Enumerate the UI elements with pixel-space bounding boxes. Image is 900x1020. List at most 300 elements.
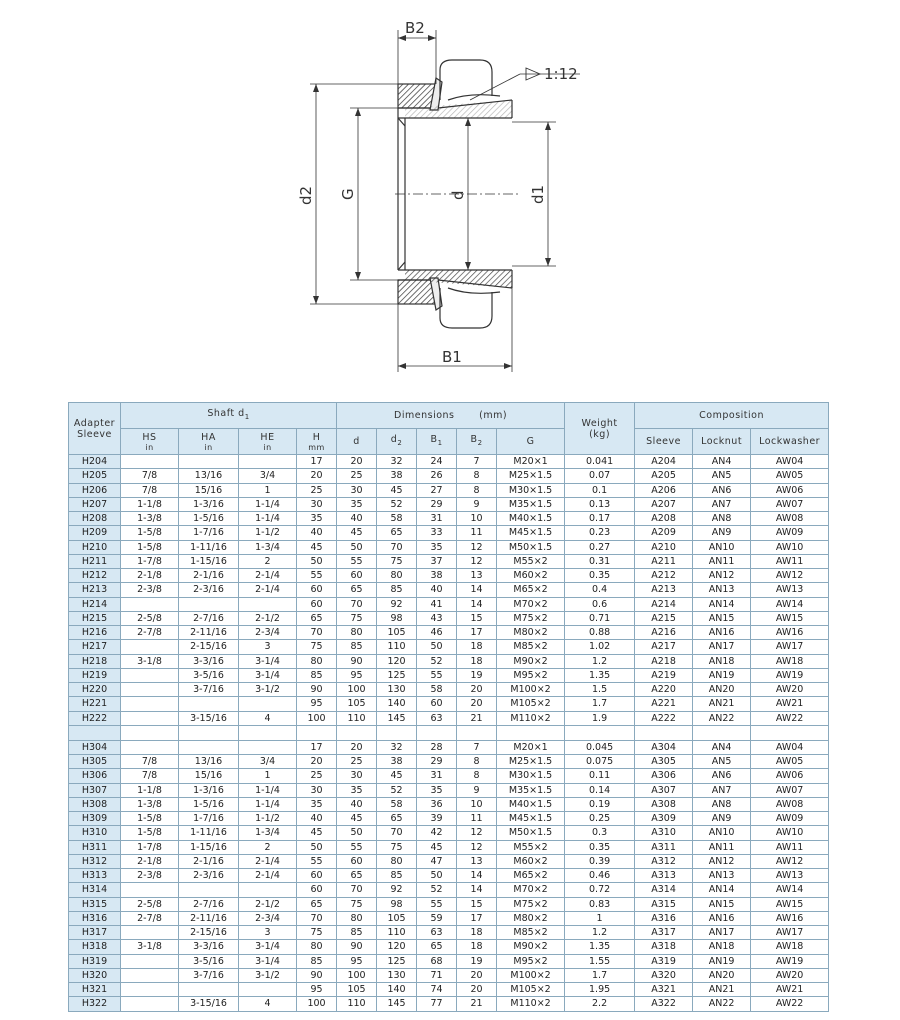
cell-h: 55 <box>297 569 337 583</box>
table-row <box>69 769 829 783</box>
table-row <box>69 911 829 925</box>
cell-sleeve: A315 <box>635 897 693 911</box>
header-locknut: Locknut <box>693 429 751 455</box>
cell-adapter: H205 <box>69 469 121 483</box>
cell-locknut: AN17 <box>693 640 751 654</box>
cell-b2: 21 <box>457 711 497 725</box>
cell-adapter: H204 <box>69 455 121 469</box>
cell-adapter: H218 <box>69 654 121 668</box>
cell-lockwasher: AW17 <box>751 640 829 654</box>
cell-g: M25×1.5 <box>497 755 565 769</box>
cell-g: M60×2 <box>497 854 565 868</box>
cell-h: 50 <box>297 554 337 568</box>
cell-h: 50 <box>297 840 337 854</box>
cell-d: 35 <box>337 783 377 797</box>
cell-he: 1-3/4 <box>239 540 297 554</box>
cell-weight: 0.72 <box>565 883 635 897</box>
cell-b2: 13 <box>457 569 497 583</box>
cell-ha <box>179 697 239 711</box>
cell-lockwasher: AW06 <box>751 483 829 497</box>
cell-b2: 12 <box>457 540 497 554</box>
cell-d2: 125 <box>377 954 417 968</box>
cell-hs: 1-5/8 <box>121 812 179 826</box>
cell-d2: 80 <box>377 854 417 868</box>
cell-b1: 52 <box>417 883 457 897</box>
cell-adapter: H211 <box>69 554 121 568</box>
cell-g: M100×2 <box>497 683 565 697</box>
cell-locknut: AN19 <box>693 668 751 682</box>
cell-hs: 1-1/8 <box>121 497 179 511</box>
cell-lockwasher: AW22 <box>751 711 829 725</box>
cell-h: 30 <box>297 783 337 797</box>
cell-he: 1-3/4 <box>239 826 297 840</box>
cell-ha: 13/16 <box>179 755 239 769</box>
cell-d: 20 <box>337 455 377 469</box>
cell-hs <box>121 740 179 754</box>
cell-weight: 0.075 <box>565 755 635 769</box>
cell-lockwasher: AW04 <box>751 455 829 469</box>
cell-sleeve: A306 <box>635 769 693 783</box>
cell-ha: 15/16 <box>179 483 239 497</box>
cell-g: M40×1.5 <box>497 512 565 526</box>
cell-sleeve: A211 <box>635 554 693 568</box>
cell-weight: 0.14 <box>565 783 635 797</box>
cell-b1: 60 <box>417 697 457 711</box>
cell-lockwasher: AW05 <box>751 755 829 769</box>
cell-d2: 45 <box>377 769 417 783</box>
cell-h: 60 <box>297 883 337 897</box>
cell-sleeve: A216 <box>635 626 693 640</box>
cell-d2: 120 <box>377 654 417 668</box>
cell-b1: 42 <box>417 826 457 840</box>
cell-adapter <box>69 725 121 740</box>
cell-d: 80 <box>337 626 377 640</box>
cell-b2: 17 <box>457 626 497 640</box>
table-row <box>69 783 829 797</box>
cell-b2: 15 <box>457 897 497 911</box>
table-row <box>69 497 829 511</box>
cell-locknut: AN20 <box>693 968 751 982</box>
cell-g: M95×2 <box>497 954 565 968</box>
cell-b1: 55 <box>417 897 457 911</box>
cell-he: 1 <box>239 483 297 497</box>
cell-weight: 1.95 <box>565 983 635 997</box>
cell-lockwasher: AW12 <box>751 569 829 583</box>
cell-d: 20 <box>337 740 377 754</box>
cell-sleeve: A208 <box>635 512 693 526</box>
cell-he <box>239 455 297 469</box>
header-ha: HA in <box>179 429 239 455</box>
cell-weight: 1.35 <box>565 668 635 682</box>
cell-ha <box>179 725 239 740</box>
cell-locknut: AN19 <box>693 954 751 968</box>
cell-adapter: H222 <box>69 711 121 725</box>
cell-weight: 1 <box>565 911 635 925</box>
cell-hs: 2-7/8 <box>121 626 179 640</box>
cell-he: 3-1/4 <box>239 668 297 682</box>
cell-h: 80 <box>297 940 337 954</box>
cell-h: 60 <box>297 869 337 883</box>
cell-b1: 50 <box>417 640 457 654</box>
label-b2: B2 <box>405 19 425 37</box>
cell-b1: 65 <box>417 940 457 954</box>
cell-g: M100×2 <box>497 968 565 982</box>
cell-ha: 1-7/16 <box>179 526 239 540</box>
cell-b1: 28 <box>417 740 457 754</box>
cell-b2: 21 <box>457 997 497 1011</box>
cell-d2: 58 <box>377 797 417 811</box>
cell-he: 2-1/4 <box>239 583 297 597</box>
cell-g: M20×1 <box>497 455 565 469</box>
cell-sleeve: A217 <box>635 640 693 654</box>
table-row <box>69 797 829 811</box>
cell-adapter: H214 <box>69 597 121 611</box>
cell-b1: 31 <box>417 769 457 783</box>
cell-locknut: AN11 <box>693 840 751 854</box>
cell-b2: 10 <box>457 512 497 526</box>
cell-d: 65 <box>337 869 377 883</box>
header-dimensions: Dimensions (mm) <box>337 403 565 429</box>
cell-b1: 63 <box>417 711 457 725</box>
cell-d2: 65 <box>377 812 417 826</box>
cell-sleeve: A312 <box>635 854 693 868</box>
cell-adapter: H310 <box>69 826 121 840</box>
cell-adapter: H208 <box>69 512 121 526</box>
cell-h: 100 <box>297 711 337 725</box>
cell-hs <box>121 640 179 654</box>
cell-lockwasher: AW09 <box>751 812 829 826</box>
cell-d2: 130 <box>377 683 417 697</box>
cell-locknut: AN12 <box>693 569 751 583</box>
cell-he: 2-1/4 <box>239 869 297 883</box>
cell-ha: 1-5/16 <box>179 797 239 811</box>
cell-h: 25 <box>297 769 337 783</box>
cell-h: 55 <box>297 854 337 868</box>
cell-he: 1 <box>239 769 297 783</box>
cell-he <box>239 597 297 611</box>
cell-he: 2-3/4 <box>239 626 297 640</box>
cell-lockwasher: AW12 <box>751 854 829 868</box>
cell-b1: 68 <box>417 954 457 968</box>
cell-adapter: H215 <box>69 611 121 625</box>
cell-d2: 110 <box>377 926 417 940</box>
cell-lockwasher: AW07 <box>751 497 829 511</box>
cell-locknut <box>693 725 751 740</box>
cell-g: M30×1.5 <box>497 483 565 497</box>
cell-b2: 12 <box>457 840 497 854</box>
cell-g: M90×2 <box>497 654 565 668</box>
cell-g: M85×2 <box>497 926 565 940</box>
table-row <box>69 897 829 911</box>
cell-b2: 12 <box>457 826 497 840</box>
cell-hs: 3-1/8 <box>121 940 179 954</box>
cell-locknut: AN13 <box>693 583 751 597</box>
cell-b2: 18 <box>457 926 497 940</box>
cell-he: 4 <box>239 711 297 725</box>
cell-b2: 19 <box>457 668 497 682</box>
cell-hs <box>121 668 179 682</box>
cell-ha: 2-15/16 <box>179 926 239 940</box>
cell-he: 1-1/4 <box>239 797 297 811</box>
cell-h: 30 <box>297 497 337 511</box>
cell-hs: 2-5/8 <box>121 611 179 625</box>
cell-adapter: H220 <box>69 683 121 697</box>
cell-sleeve: A311 <box>635 840 693 854</box>
cell-he: 3/4 <box>239 755 297 769</box>
cell-he: 3-1/4 <box>239 940 297 954</box>
cell-adapter: H213 <box>69 583 121 597</box>
cell-lockwasher: AW10 <box>751 540 829 554</box>
cell-sleeve: A210 <box>635 540 693 554</box>
header-lockwasher: Lockwasher <box>751 429 829 455</box>
cell-ha: 3-7/16 <box>179 968 239 982</box>
table-row <box>69 540 829 554</box>
cell-b1: 39 <box>417 812 457 826</box>
cell-d: 80 <box>337 911 377 925</box>
cell-b1 <box>417 725 457 740</box>
cell-weight: 0.39 <box>565 854 635 868</box>
cell-h: 85 <box>297 954 337 968</box>
cell-he: 1-1/2 <box>239 812 297 826</box>
cell-lockwasher: AW18 <box>751 654 829 668</box>
cell-b1: 52 <box>417 654 457 668</box>
cell-locknut: AN4 <box>693 740 751 754</box>
cell-d2: 110 <box>377 640 417 654</box>
cell-b2: 8 <box>457 755 497 769</box>
cell-ha: 2-3/16 <box>179 869 239 883</box>
cell-b1: 55 <box>417 668 457 682</box>
cell-d: 90 <box>337 654 377 668</box>
cell-lockwasher: AW10 <box>751 826 829 840</box>
cell-adapter: H305 <box>69 755 121 769</box>
cell-weight: 0.13 <box>565 497 635 511</box>
cell-lockwasher: AW07 <box>751 783 829 797</box>
cell-hs: 1-3/8 <box>121 797 179 811</box>
cell-weight: 0.71 <box>565 611 635 625</box>
cell-hs <box>121 697 179 711</box>
cell-ha: 3-15/16 <box>179 997 239 1011</box>
cell-g: M95×2 <box>497 668 565 682</box>
cell-h: 40 <box>297 526 337 540</box>
cell-locknut: AN6 <box>693 769 751 783</box>
cell-locknut: AN11 <box>693 554 751 568</box>
cell-b2: 13 <box>457 854 497 868</box>
cell-b1: 29 <box>417 755 457 769</box>
cell-d2: 32 <box>377 455 417 469</box>
cell-g: M50×1.5 <box>497 540 565 554</box>
table-row <box>69 711 829 725</box>
cell-locknut: AN13 <box>693 869 751 883</box>
cell-he <box>239 740 297 754</box>
cell-lockwasher: AW14 <box>751 597 829 611</box>
cell-h: 20 <box>297 469 337 483</box>
cell-b1: 46 <box>417 626 457 640</box>
cell-d: 75 <box>337 897 377 911</box>
cell-g: M45×1.5 <box>497 526 565 540</box>
cell-b1: 71 <box>417 968 457 982</box>
cell-adapter: H209 <box>69 526 121 540</box>
cell-adapter: H311 <box>69 840 121 854</box>
cell-b1: 63 <box>417 926 457 940</box>
cell-b2: 20 <box>457 683 497 697</box>
table-row <box>69 654 829 668</box>
cell-ha: 1-15/16 <box>179 840 239 854</box>
cell-g: M110×2 <box>497 997 565 1011</box>
cell-locknut: AN21 <box>693 983 751 997</box>
table-row <box>69 997 829 1011</box>
cell-weight: 1.5 <box>565 683 635 697</box>
cell-h: 60 <box>297 597 337 611</box>
cell-he: 3 <box>239 926 297 940</box>
cell-he <box>239 983 297 997</box>
cell-d: 85 <box>337 926 377 940</box>
cell-g: M55×2 <box>497 840 565 854</box>
cell-he: 3-1/4 <box>239 954 297 968</box>
cell-adapter: H313 <box>69 869 121 883</box>
cell-h: 70 <box>297 626 337 640</box>
cell-b1: 31 <box>417 512 457 526</box>
cell-locknut: AN6 <box>693 483 751 497</box>
cell-b2: 9 <box>457 783 497 797</box>
cell-g: M30×1.5 <box>497 769 565 783</box>
cell-weight: 1.9 <box>565 711 635 725</box>
cell-hs <box>121 683 179 697</box>
cell-b2: 18 <box>457 654 497 668</box>
cell-d2: 65 <box>377 526 417 540</box>
cell-sleeve: A205 <box>635 469 693 483</box>
cell-weight: 0.23 <box>565 526 635 540</box>
cell-weight: 0.07 <box>565 469 635 483</box>
cell-he: 3-1/2 <box>239 968 297 982</box>
cell-adapter: H307 <box>69 783 121 797</box>
cell-he <box>239 697 297 711</box>
cell-g: M65×2 <box>497 583 565 597</box>
cell-adapter: H314 <box>69 883 121 897</box>
cell-ha: 3-3/16 <box>179 654 239 668</box>
cell-adapter: H320 <box>69 968 121 982</box>
cell-weight: 1.35 <box>565 940 635 954</box>
cell-h: 17 <box>297 455 337 469</box>
cell-b2: 14 <box>457 883 497 897</box>
cell-he: 1-1/4 <box>239 497 297 511</box>
cell-locknut: AN20 <box>693 683 751 697</box>
cell-g: M90×2 <box>497 940 565 954</box>
cell-h: 65 <box>297 897 337 911</box>
cell-d: 45 <box>337 812 377 826</box>
cell-he: 3 <box>239 640 297 654</box>
label-d2: d2 <box>297 185 315 205</box>
cell-hs: 7/8 <box>121 769 179 783</box>
cell-d: 70 <box>337 883 377 897</box>
cell-g: M50×1.5 <box>497 826 565 840</box>
specification-table <box>68 402 828 1012</box>
label-d: d <box>449 190 467 200</box>
cell-locknut: AN5 <box>693 755 751 769</box>
cell-sleeve: A317 <box>635 926 693 940</box>
cell-ha: 2-15/16 <box>179 640 239 654</box>
cell-weight: 1.02 <box>565 640 635 654</box>
table-row <box>69 626 829 640</box>
cell-d: 60 <box>337 569 377 583</box>
cell-d2: 70 <box>377 826 417 840</box>
cell-b1: 43 <box>417 611 457 625</box>
cell-he: 3/4 <box>239 469 297 483</box>
cell-hs <box>121 968 179 982</box>
cell-locknut: AN22 <box>693 711 751 725</box>
cell-d <box>337 725 377 740</box>
cell-ha: 2-11/16 <box>179 626 239 640</box>
cell-b2: 7 <box>457 740 497 754</box>
header-g: G <box>497 429 565 455</box>
cell-d2: 85 <box>377 869 417 883</box>
cell-sleeve: A321 <box>635 983 693 997</box>
cell-weight: 0.88 <box>565 626 635 640</box>
cell-lockwasher: AW19 <box>751 668 829 682</box>
cell-sleeve: A207 <box>635 497 693 511</box>
cell-g: M80×2 <box>497 911 565 925</box>
cell-d2: 52 <box>377 783 417 797</box>
cell-sleeve: A319 <box>635 954 693 968</box>
cell-b2: 8 <box>457 483 497 497</box>
cell-he: 1-1/2 <box>239 526 297 540</box>
cell-g: M105×2 <box>497 983 565 997</box>
cell-hs <box>121 711 179 725</box>
cell-sleeve: A219 <box>635 668 693 682</box>
cell-adapter: H221 <box>69 697 121 711</box>
cell-lockwasher: AW16 <box>751 911 829 925</box>
cell-b2: 18 <box>457 940 497 954</box>
table-row <box>69 725 829 740</box>
cell-hs <box>121 983 179 997</box>
cell-d2: 58 <box>377 512 417 526</box>
cell-he: 2-3/4 <box>239 911 297 925</box>
cell-ha: 3-7/16 <box>179 683 239 697</box>
cell-lockwasher: AW11 <box>751 554 829 568</box>
cell-hs: 1-7/8 <box>121 840 179 854</box>
cell-d: 60 <box>337 854 377 868</box>
cell-weight: 0.31 <box>565 554 635 568</box>
cell-adapter: H212 <box>69 569 121 583</box>
cell-h: 95 <box>297 697 337 711</box>
cell-d2: 80 <box>377 569 417 583</box>
cell-adapter: H210 <box>69 540 121 554</box>
cell-b1: 41 <box>417 597 457 611</box>
cell-g: M75×2 <box>497 611 565 625</box>
cell-ha: 15/16 <box>179 769 239 783</box>
cell-he: 1-1/4 <box>239 783 297 797</box>
cell-adapter: H321 <box>69 983 121 997</box>
table-row <box>69 954 829 968</box>
cell-d: 100 <box>337 968 377 982</box>
cell-d: 45 <box>337 526 377 540</box>
cell-ha: 2-3/16 <box>179 583 239 597</box>
cell-d2: 130 <box>377 968 417 982</box>
cell-locknut: AN5 <box>693 469 751 483</box>
cell-ha <box>179 883 239 897</box>
cell-d2: 105 <box>377 626 417 640</box>
cell-weight: 0.17 <box>565 512 635 526</box>
cell-he: 2-1/4 <box>239 854 297 868</box>
cell-locknut: AN16 <box>693 626 751 640</box>
table-row <box>69 526 829 540</box>
cell-b1: 74 <box>417 983 457 997</box>
table-row <box>69 983 829 997</box>
cell-hs <box>121 926 179 940</box>
header-composition: Composition <box>635 403 829 429</box>
cell-sleeve: A310 <box>635 826 693 840</box>
cell-g: M70×2 <box>497 597 565 611</box>
cell-b1: 58 <box>417 683 457 697</box>
